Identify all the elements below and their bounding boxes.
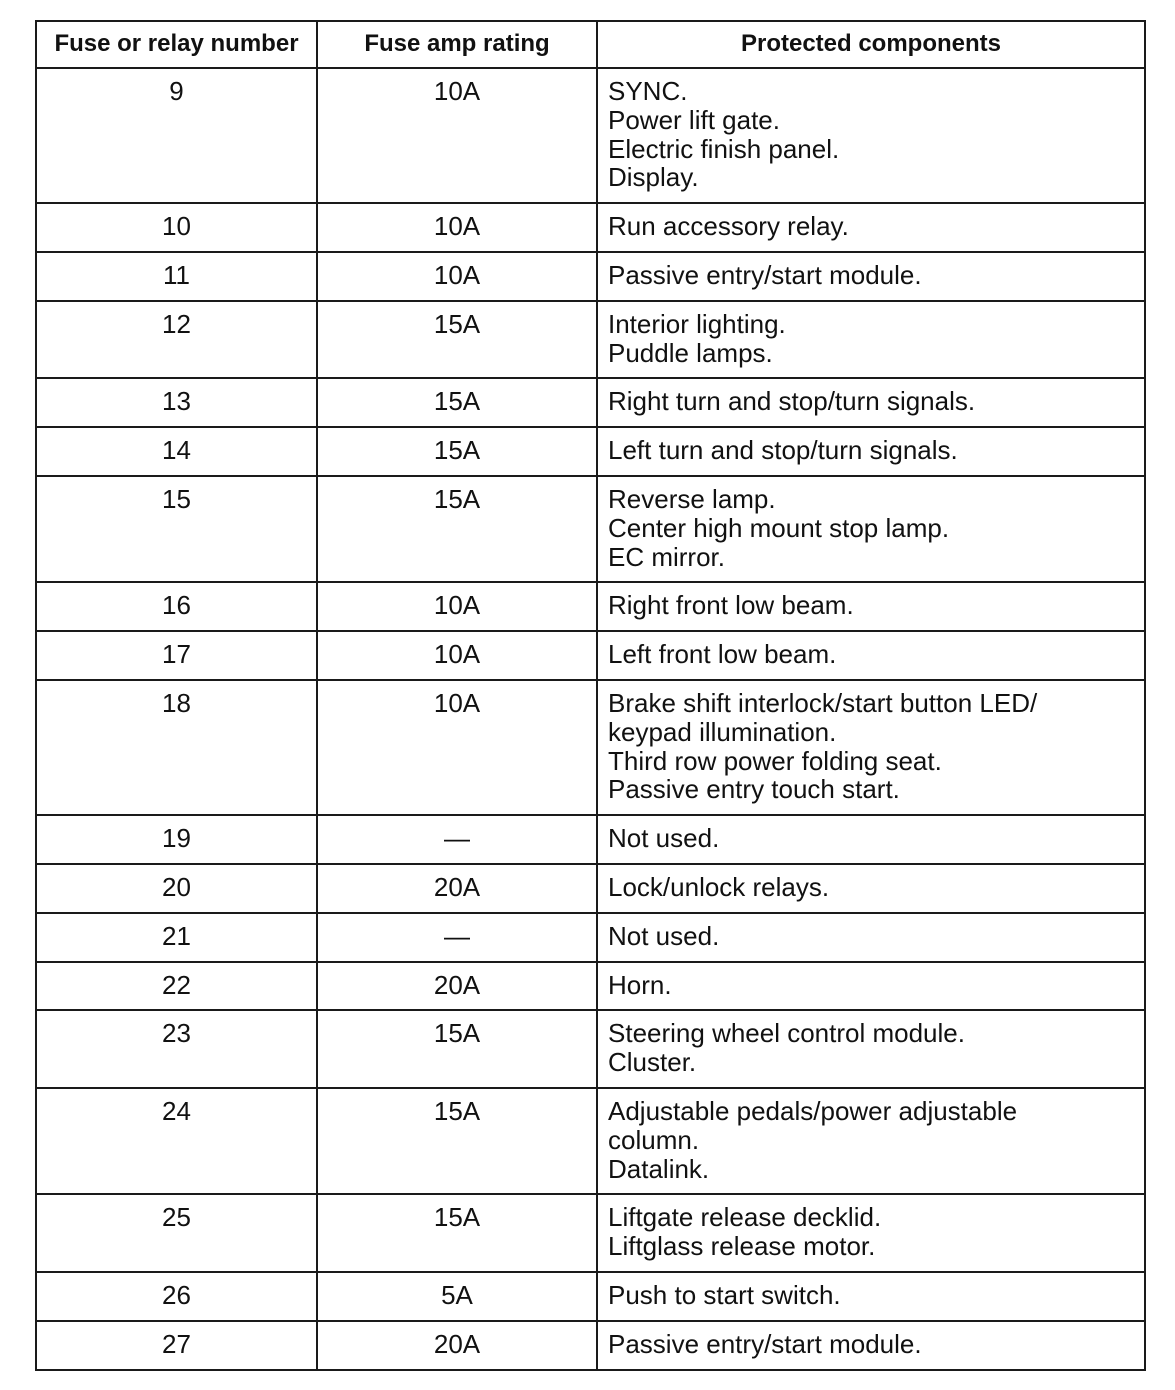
component-line: keypad illumination.: [608, 716, 837, 747]
fuse-table: [35, 20, 1146, 1371]
protected-components-cell: [597, 864, 1145, 913]
amp-rating-cell: 20A: [317, 864, 597, 913]
header-row: [36, 21, 1145, 68]
amp-rating-cell: 10A: [317, 582, 597, 631]
amp-rating-cell: —: [317, 815, 597, 864]
fuse-number-cell: 18: [36, 680, 317, 815]
table-row: [36, 582, 1145, 631]
component-line: SYNC.: [608, 76, 688, 106]
fuse-number-cell: 20: [36, 864, 317, 913]
component-line: Right turn and stop/turn signals.: [608, 386, 976, 417]
fuse-number-cell: 22: [36, 962, 317, 1011]
amp-rating-cell: 5A: [317, 1272, 597, 1321]
protected-components-cell: [597, 378, 1145, 427]
component-line: Puddle lamps.: [608, 337, 773, 368]
component-line: Left front low beam.: [608, 639, 837, 670]
protected-components-cell: [597, 582, 1145, 631]
table-row: [36, 378, 1145, 427]
fuse-number-cell: 27: [36, 1321, 317, 1370]
amp-rating-cell: 15A: [317, 1010, 597, 1088]
amp-rating-cell: 20A: [317, 1321, 597, 1370]
fuse-number-cell: 25: [36, 1194, 317, 1272]
protected-components-cell: [597, 1321, 1145, 1370]
amp-rating-cell: 10A: [317, 631, 597, 680]
table-row: [36, 203, 1145, 252]
fuse-number-cell: 15: [36, 476, 317, 582]
table-row: [36, 1088, 1145, 1194]
protected-components-cell: [597, 427, 1145, 476]
table-row: [36, 680, 1145, 815]
fuse-number-cell: 10: [36, 203, 317, 252]
component-line: Display.: [608, 162, 699, 193]
component-line: column.: [608, 1124, 700, 1155]
table-header: [36, 21, 1145, 68]
table-row: [36, 631, 1145, 680]
fuse-number-cell: 9: [36, 68, 317, 203]
fuse-number-cell: 11: [36, 252, 317, 301]
protected-components-cell: [597, 962, 1145, 1011]
fuse-number-cell: 16: [36, 582, 317, 631]
protected-components-cell: [597, 631, 1145, 680]
protected-components-cell: [597, 252, 1145, 301]
protected-components-cell: [597, 1088, 1145, 1194]
component-line: Reverse lamp.: [608, 483, 776, 514]
component-line: Electric finish panel.: [608, 133, 840, 164]
table-row: [36, 1010, 1145, 1088]
amp-rating-cell: 15A: [317, 427, 597, 476]
amp-rating-cell: 10A: [317, 680, 597, 815]
component-line: Adjustable pedals/power adjustable: [608, 1095, 1018, 1126]
table-row: [36, 815, 1145, 864]
protected-components-cell: [597, 1194, 1145, 1272]
component-line: Passive entry/start module.: [608, 259, 922, 290]
fuse-number-cell: 21: [36, 913, 317, 962]
table-row: [36, 476, 1145, 582]
amp-rating-cell: 15A: [317, 301, 597, 379]
protected-components-cell: [597, 1272, 1145, 1321]
component-line: Right front low beam.: [608, 590, 854, 621]
component-line: Cluster.: [608, 1047, 697, 1078]
table-row: [36, 252, 1145, 301]
fuse-number-cell: 24: [36, 1088, 317, 1194]
table-row: [36, 864, 1145, 913]
header-fuse-number: Fuse or relay number: [36, 21, 317, 68]
fuse-number-cell: 17: [36, 631, 317, 680]
fuse-number-cell: 26: [36, 1272, 317, 1321]
component-line: Liftglass release motor.: [608, 1231, 876, 1262]
component-line: Horn.: [608, 969, 672, 1000]
protected-components-cell: [597, 301, 1145, 379]
amp-rating-cell: 15A: [317, 476, 597, 582]
component-line: Push to start switch.: [608, 1279, 841, 1310]
table-row: [36, 962, 1145, 1011]
protected-components-cell: [597, 1010, 1145, 1088]
component-line: Brake shift interlock/start button LED/: [608, 687, 1038, 718]
protected-components-cell: [597, 68, 1145, 203]
table-row: [36, 68, 1145, 203]
amp-rating-cell: 15A: [317, 1194, 597, 1272]
protected-components-cell: [597, 815, 1145, 864]
amp-rating-cell: 10A: [317, 203, 597, 252]
amp-rating-cell: 15A: [317, 378, 597, 427]
header-amp-rating: Fuse amp rating: [317, 21, 597, 68]
component-line: Passive entry/start module.: [608, 1328, 922, 1359]
component-line: Left turn and stop/turn signals.: [608, 435, 958, 466]
component-line: Datalink.: [608, 1153, 710, 1184]
component-line: Steering wheel control module.: [608, 1018, 965, 1049]
component-line: Center high mount stop lamp.: [608, 512, 950, 543]
amp-rating-cell: —: [317, 913, 597, 962]
table-row: [36, 913, 1145, 962]
component-line: Power lift gate.: [608, 104, 780, 135]
amp-rating-cell: 10A: [317, 252, 597, 301]
table-row: [36, 301, 1145, 379]
table-row: [36, 427, 1145, 476]
component-line: Not used.: [608, 920, 720, 951]
component-line: Liftgate release decklid.: [608, 1202, 882, 1233]
fuse-number-cell: 13: [36, 378, 317, 427]
header-protected-components: Protected components: [597, 21, 1145, 68]
table-row: [36, 1321, 1145, 1370]
component-line: Run accessory relay.: [608, 211, 849, 242]
fuse-number-cell: 12: [36, 301, 317, 379]
protected-components-cell: [597, 203, 1145, 252]
component-line: Lock/unlock relays.: [608, 871, 830, 902]
protected-components-cell: [597, 476, 1145, 582]
component-line: EC mirror.: [608, 541, 725, 572]
amp-rating-cell: 10A: [317, 68, 597, 203]
component-line: Interior lighting.: [608, 308, 786, 339]
table-body: [36, 68, 1145, 1370]
component-line: Passive entry touch start.: [608, 774, 900, 805]
amp-rating-cell: 20A: [317, 962, 597, 1011]
table-row: [36, 1272, 1145, 1321]
fuse-number-cell: 19: [36, 815, 317, 864]
fuse-number-cell: 23: [36, 1010, 317, 1088]
table-row: [36, 1194, 1145, 1272]
protected-components-cell: [597, 680, 1145, 815]
component-line: Not used.: [608, 823, 720, 854]
amp-rating-cell: 15A: [317, 1088, 597, 1194]
fuse-number-cell: 14: [36, 427, 317, 476]
protected-components-cell: [597, 913, 1145, 962]
component-line: Third row power folding seat.: [608, 745, 942, 776]
